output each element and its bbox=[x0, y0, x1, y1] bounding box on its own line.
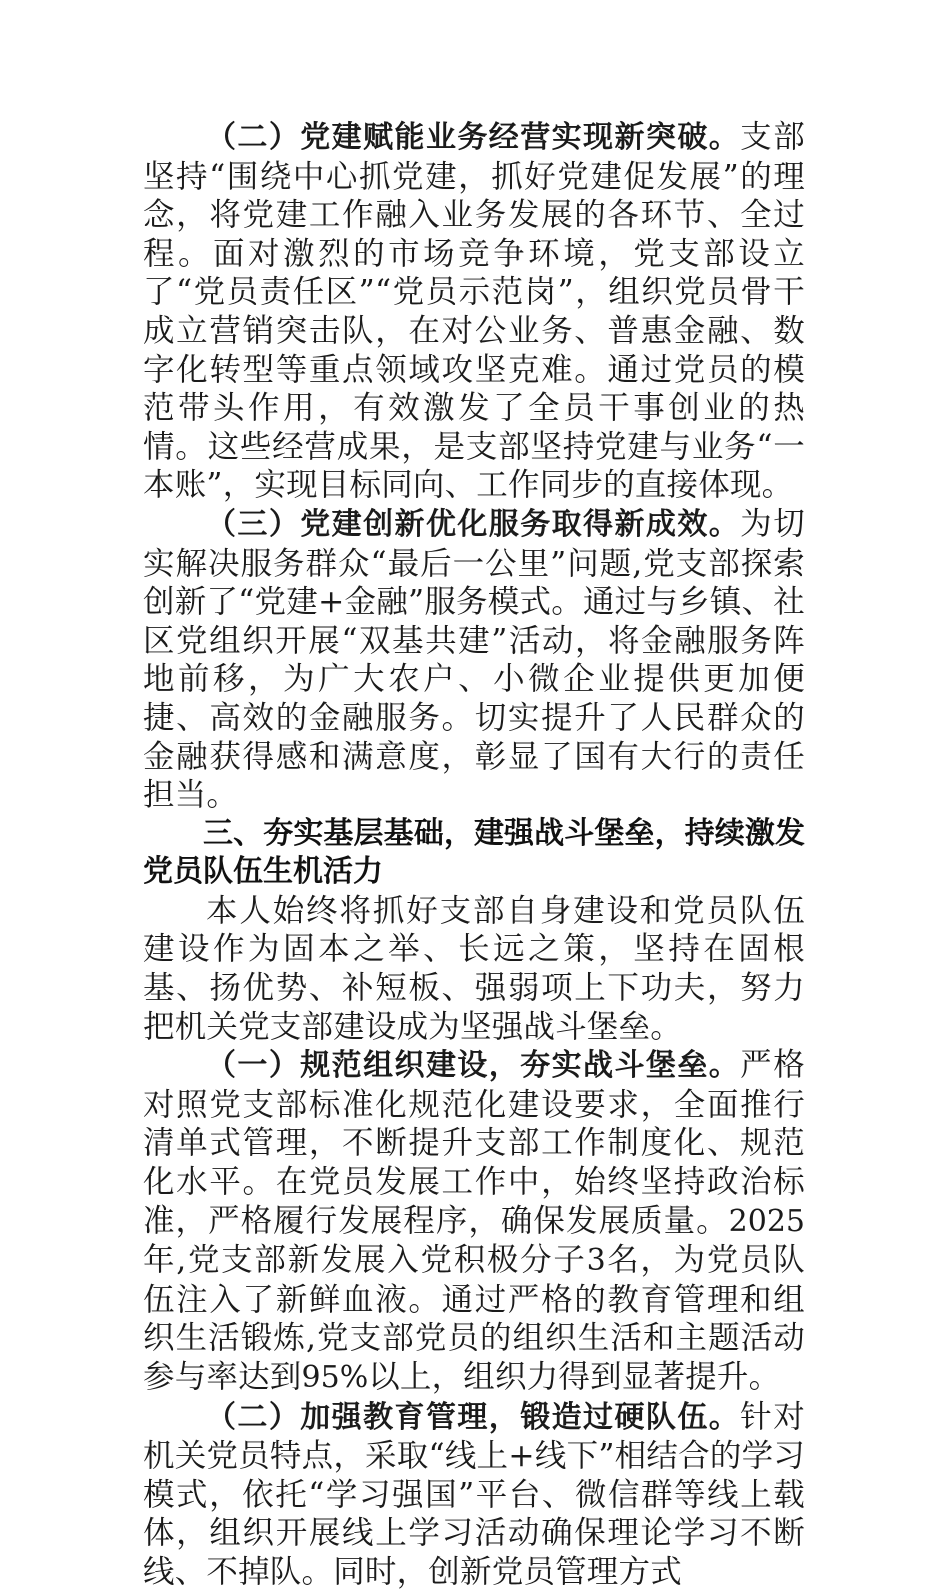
paragraph-text: 本人始终将抓好支部自身建设和党员队伍建设作为固本之举、长远之策，坚持在固根基、扬优势、补短板、强弱项上下功夫，努力把机关党支部建设成为坚强战斗堡垒。 bbox=[143, 892, 805, 1045]
stat-year-2025: 2025 bbox=[728, 1203, 805, 1239]
paragraph-party-building-innovation-service bbox=[143, 505, 805, 815]
paragraph-text-part-2: 年,党支部新发展入党积极分子 bbox=[143, 1242, 587, 1279]
paragraph-lead-label: （三）党建创新优化服务取得新成效。 bbox=[206, 506, 741, 542]
paragraph-lead-label: （二）加强教育管理，锻造过硬队伍。 bbox=[206, 1399, 741, 1435]
paragraph-party-building-empowers-business bbox=[143, 118, 805, 505]
paragraph-text: 支部坚持“围绕中心抓党建，抓好党建促发展”的理念，将党建工作融入业务发展的各环节、全过程。面对激烈的市场竞争环境，党支部设立了“党员责任区”“党员示范岗”，组织党员骨干成立营销突击队，在对公业务、普惠金融、数字化转型等重点领域攻坚克难。通过党员的模范带头作用，有效激发了全员干事创业的热情。这些经营成果，是支部坚持党建与业务“一本账”，实现目标同向、工作同步的直接体现。 bbox=[143, 119, 805, 504]
paragraph-text-part-3: 名，为党员队伍注入了新鲜血液。通过严格的教育管理和组织生活锻炼,党支部党员的组织生活和主题活动参与率达到 bbox=[143, 1242, 805, 1395]
paragraph-standardize-organization-building bbox=[143, 1046, 805, 1397]
paragraph-text: 针对机关党员特点，采取“线上+线下”相结合的学习模式，依托“学习强国”平台、微信群等线上载体，组织开展线上学习活动确保理论学习不断线、不掉队。同时，创新党员管理方式 bbox=[143, 1398, 805, 1590]
paragraph-section-three-intro bbox=[143, 892, 805, 1046]
paragraph-text-part-1: 严格对照党支部标准化规范化建设要求，全面推行清单式管理，不断提升支部工作制度化、规范化水平。在党员发展工作中，始终坚持政治标准，严格履行发展程序，确保发展质量。 bbox=[143, 1047, 805, 1239]
paragraph-text: 为切实解决服务群众“最后一公里”问题,党支部探索创新了“党建+金融”服务模式。通过与乡镇、社区党组织开展“双基共建”活动，将金融服务阵地前移，为广大农户、小微企业提供更加便捷、高效的金融服务。切实提升了人民群众的金融获得感和满意度，彰显了国有大行的责任担当。 bbox=[143, 505, 805, 814]
section-heading-three: 三、夯实基层基础，建强战斗堡垒，持续激发党员队伍生机活力 bbox=[143, 815, 805, 890]
stat-activist-count: 3 bbox=[586, 1243, 606, 1279]
paragraph-lead-label: （一）规范组织建设，夯实战斗堡垒。 bbox=[206, 1048, 741, 1084]
paragraph-lead-label: （二）党建赋能业务经营实现新突破。 bbox=[206, 120, 741, 155]
paragraph-text-part-4: 以上，组织力得到显著提升。 bbox=[368, 1359, 781, 1395]
paragraph-strengthen-education-management bbox=[143, 1398, 805, 1592]
document-body bbox=[143, 118, 805, 1592]
stat-participation-rate: 95% bbox=[301, 1360, 369, 1395]
